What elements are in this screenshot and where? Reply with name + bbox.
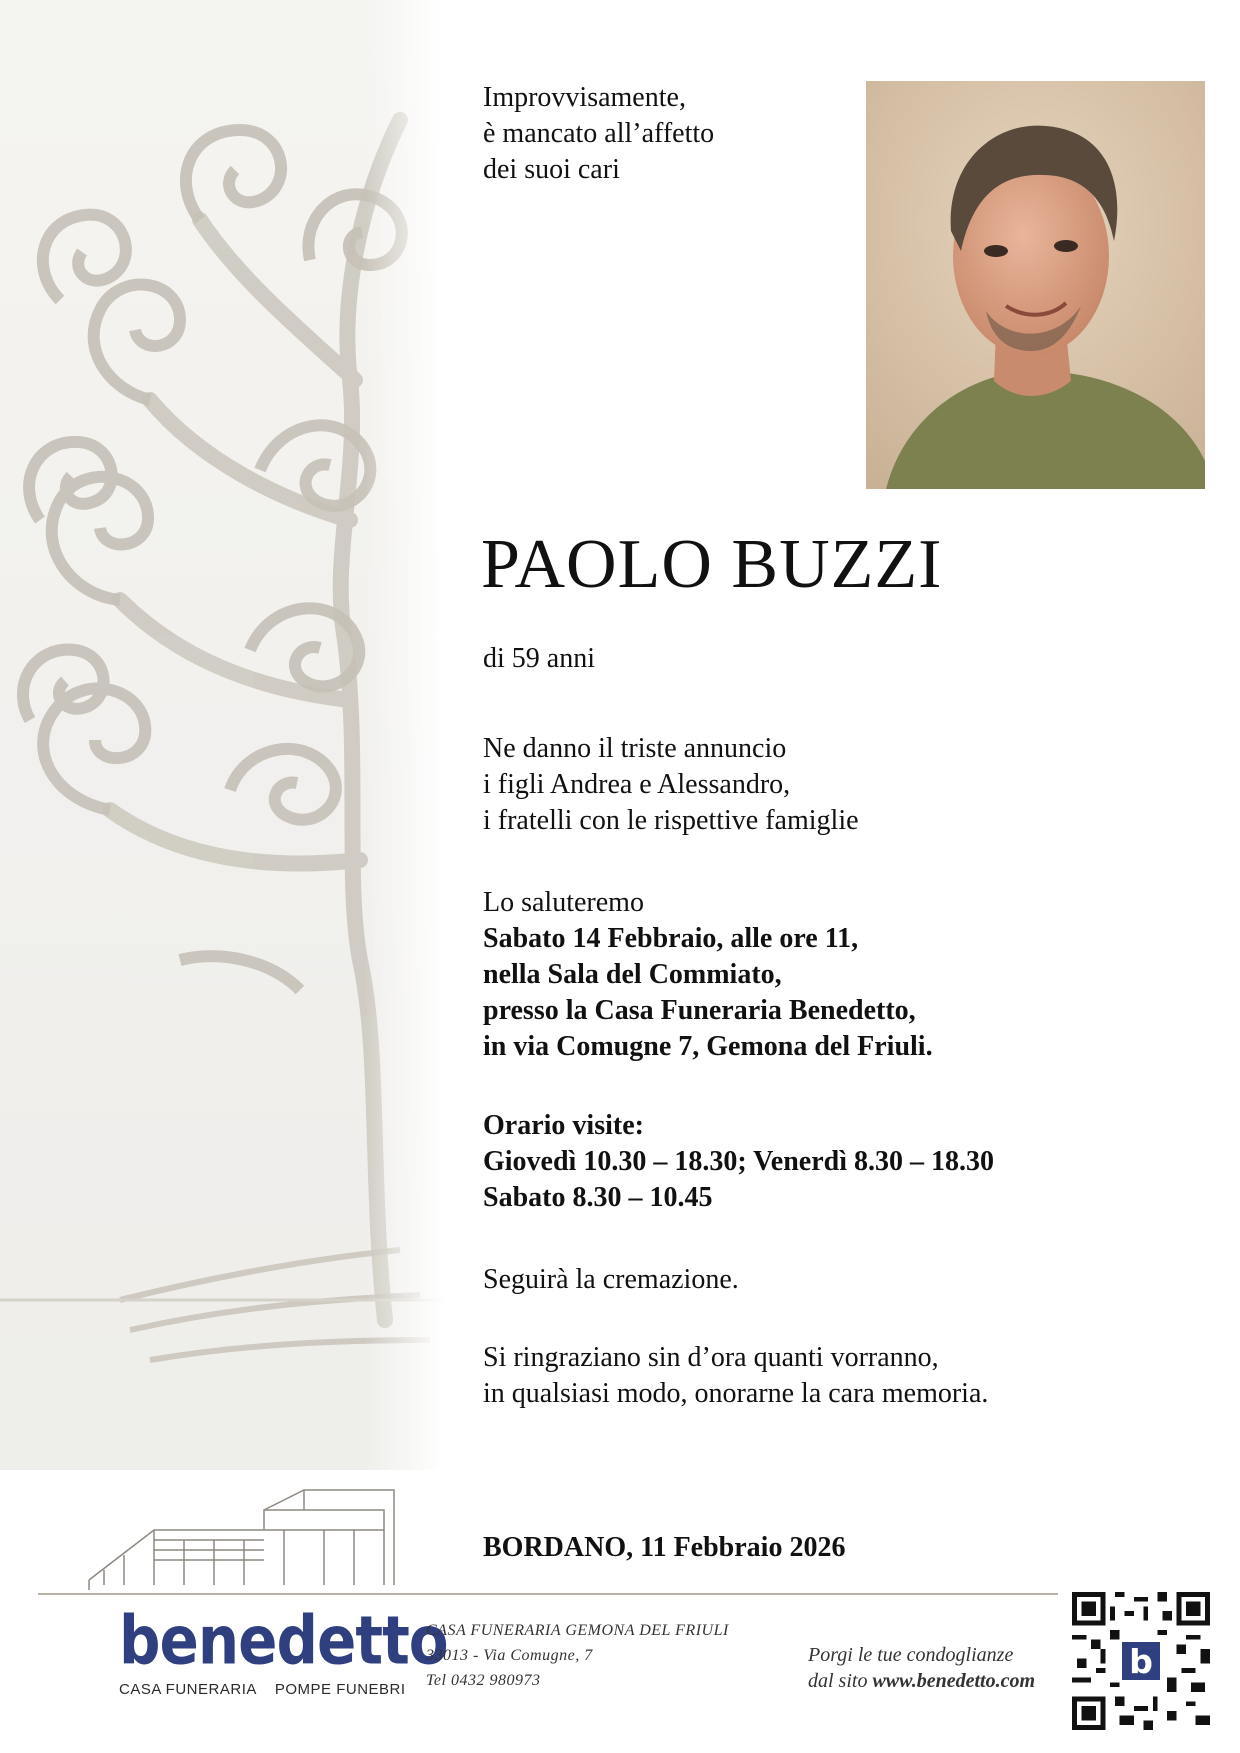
logo-subtitle-right: POMPE FUNEBRI (274, 1681, 406, 1698)
footer-divider (38, 1593, 1058, 1595)
visiting-hours-line: Sabato 8.30 – 10.45 (483, 1182, 713, 1213)
service-intro: Lo saluteremo (483, 887, 644, 918)
intro-line: dei suoi cari (483, 154, 620, 185)
deceased-name: PAOLO BUZZI (481, 526, 943, 603)
thanks-line: in qualsiasi modo, onorarne la cara memoria. (483, 1378, 989, 1409)
funeral-home-building-drawing (84, 1485, 404, 1590)
portrait-photo (866, 81, 1205, 489)
service-line: presso la Casa Funeraria Benedetto, (483, 995, 916, 1026)
visiting-hours-title: Orario visite: (483, 1110, 644, 1141)
visiting-hours-line: Giovedì 10.30 – 18.30; Venerdì 8.30 – 18.30 (483, 1146, 995, 1177)
contact-info (426, 1618, 729, 1693)
cremation-note: Seguirà la cremazione. (483, 1264, 739, 1295)
logo-subtitle-left: CASA FUNERARIA (119, 1681, 257, 1698)
contact-line: 33013 - Via Comugne, 7 (426, 1647, 593, 1664)
contact-line: CASA FUNERARIA GEMONA DEL FRIULI (426, 1622, 729, 1639)
intro-line: è mancato all’affetto (483, 118, 715, 149)
decorative-tree-image (0, 0, 445, 1470)
contact-line: Tel 0432 980973 (426, 1672, 541, 1689)
announcement-line: Ne danno il triste annuncio (483, 733, 787, 764)
condolences-prefix: dal sito (808, 1670, 873, 1692)
place-date: BORDANO, 11 Febbraio 2026 (483, 1532, 846, 1563)
condolences-note (808, 1642, 1035, 1694)
intro-line: Improvvisamente, (483, 82, 686, 113)
announcement (483, 731, 859, 839)
service-line: nella Sala del Commiato, (483, 959, 782, 990)
thanks-line: Si ringraziano sin d’ora quanti vorranno, (483, 1342, 939, 1373)
announcement-line: i figli Andrea e Alessandro, (483, 769, 791, 800)
service-line: Sabato 14 Febbraio, alle ore 11, (483, 923, 859, 954)
logo-subtitle (119, 1681, 406, 1698)
condolences-line: Porgi le tue condoglianze (808, 1644, 1014, 1666)
service-line: in via Comugne 7, Gemona del Friuli. (483, 1031, 933, 1062)
announcement-line: i fratelli con le rispettive famiglie (483, 805, 859, 836)
logo-wordmark: benedetto (119, 1601, 448, 1680)
benedetto-logo (119, 1601, 448, 1698)
qr-center-letter: b (1129, 1641, 1153, 1681)
website-link[interactable]: www.benedetto.com (872, 1670, 1036, 1692)
visiting-hours (483, 1108, 994, 1216)
deceased-age: di 59 anni (483, 643, 595, 674)
qr-code[interactable] (1072, 1592, 1210, 1730)
intro-text (483, 80, 714, 188)
service-details (483, 885, 933, 1065)
thanks-note (483, 1340, 988, 1412)
